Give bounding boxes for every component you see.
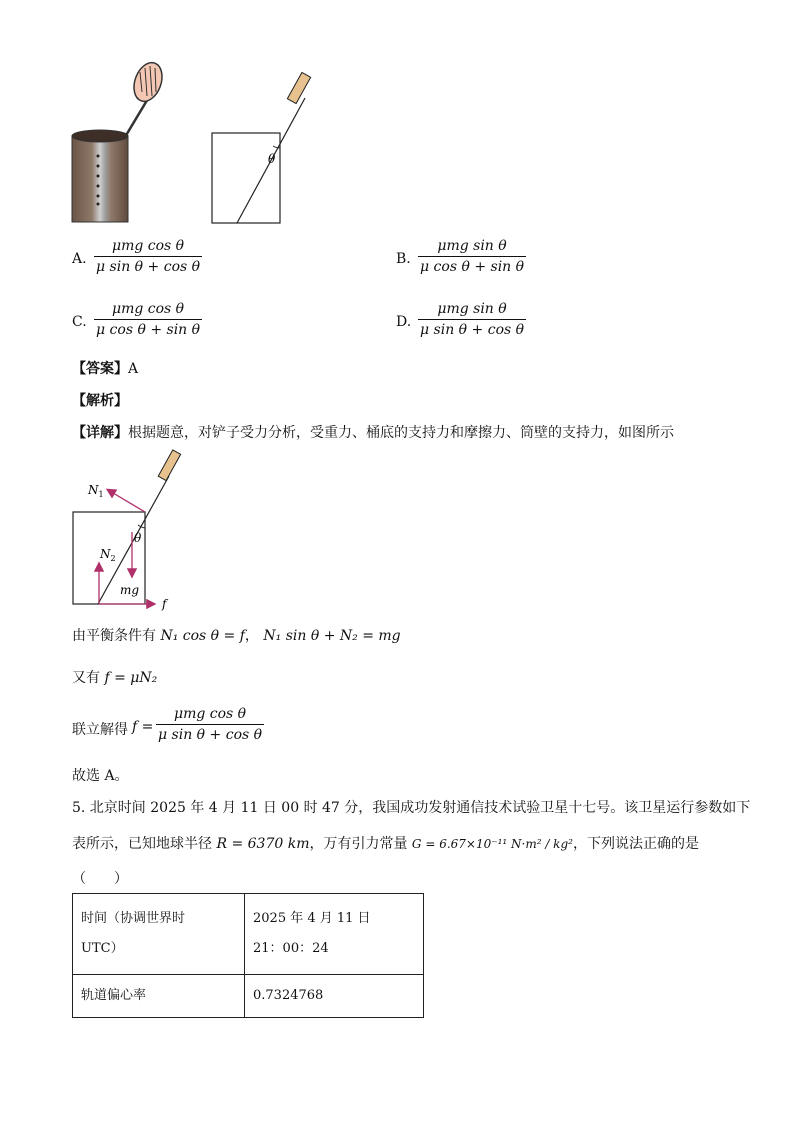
question-5-line-1: 5. 北京时间 2025 年 4 月 11 日 00 时 47 分，我国成功发射通信技术试验卫星十七号。该卫星运行参数如下 (72, 800, 751, 816)
option-a-numerator: μmg cos θ (111, 238, 185, 254)
n1-arrow (108, 490, 145, 512)
table-cell-label: 轨道偏心率 (73, 975, 245, 1018)
detail-text: 根据题意，对铲子受力分析，受重力、桶底的支持力和摩擦力、筒壁的支持力，如图所示 (128, 425, 674, 441)
option-a-denominator: μ sin θ + cos θ (96, 259, 201, 275)
answer-line (72, 358, 138, 378)
equation-1a: N₁ cos θ = f (160, 628, 245, 644)
equation-2: f = μN₂ (104, 670, 158, 686)
option-c-formula (94, 301, 202, 338)
f-label: f (162, 597, 167, 611)
satellite-params-table (72, 893, 424, 1018)
analysis-label: 【解析】 (72, 393, 128, 409)
n1-label: $N_1$ (88, 483, 104, 499)
table-cell-label: 时间（协调世界时 UTC） (73, 894, 245, 975)
n2-label: $N_2$ (100, 547, 116, 563)
mg-label: mg (120, 583, 140, 597)
theta-label: θ (134, 531, 142, 545)
question-5-text-a: 表所示，已知地球半径 (72, 836, 212, 852)
option-c-letter: C. (72, 314, 87, 330)
detail-label: 【详解】 (72, 425, 128, 441)
equation-2-prefix: 又有 (72, 670, 100, 686)
question-5-text-c: ，下列说法正确的是 (572, 836, 699, 852)
force-diagram (72, 446, 202, 616)
table-row (73, 894, 424, 975)
option-d-formula (418, 301, 526, 338)
option-d-letter: D. (396, 314, 412, 330)
equation-1b: N₁ sin θ + N₂ = mg (263, 628, 401, 644)
equation-1-prefix: 由平衡条件有 (72, 628, 156, 644)
option-b-letter: B. (396, 251, 411, 267)
option-b-denominator: μ cos θ + sin θ (420, 259, 525, 275)
option-b-formula (418, 238, 526, 275)
equation-3-fraction (156, 706, 264, 743)
question-5-text-b: ，万有引力常量 (309, 836, 408, 852)
option-a-letter: A. (72, 251, 87, 267)
detail-line (72, 422, 674, 442)
equation-1-sep: ， (244, 628, 259, 644)
equation-3-lhs: f = (132, 719, 154, 735)
spatula-box-diagram (205, 70, 320, 228)
answer-value: A (128, 361, 139, 377)
table-row (73, 975, 424, 1018)
gravitational-constant: G = 6.67×10⁻¹¹ N·m² / kg² (411, 837, 573, 851)
equation-2-line (72, 667, 157, 687)
option-d-denominator: μ sin θ + cos θ (420, 322, 525, 338)
equation-1-line (72, 625, 401, 645)
option-c-numerator: μmg cos θ (111, 301, 185, 317)
conclusion: 故选 A。 (72, 768, 129, 784)
bucket-spatula-illustration (68, 58, 180, 224)
table-cell-value: 0.7324768 (245, 975, 424, 1018)
answer-label: 【答案】 (72, 361, 128, 377)
table-cell-value: 2025 年 4 月 11 日 21：00：24 (245, 894, 424, 975)
option-c-denominator: μ cos θ + sin θ (96, 322, 201, 338)
option-d-numerator: μmg sin θ (437, 301, 507, 317)
question-5-line-2 (72, 833, 699, 853)
equation-3-prefix: 联立解得 (72, 722, 128, 738)
option-b-numerator: μmg sin θ (437, 238, 507, 254)
option-a-formula (94, 238, 202, 275)
equation-3-denominator: μ sin θ + cos θ (158, 727, 263, 743)
theta-label-top: θ (268, 152, 276, 166)
earth-radius: R = 6370 km (216, 836, 310, 852)
equation-3-numerator: μmg cos θ (173, 706, 247, 722)
question-5-paren: （ ） (72, 871, 128, 887)
